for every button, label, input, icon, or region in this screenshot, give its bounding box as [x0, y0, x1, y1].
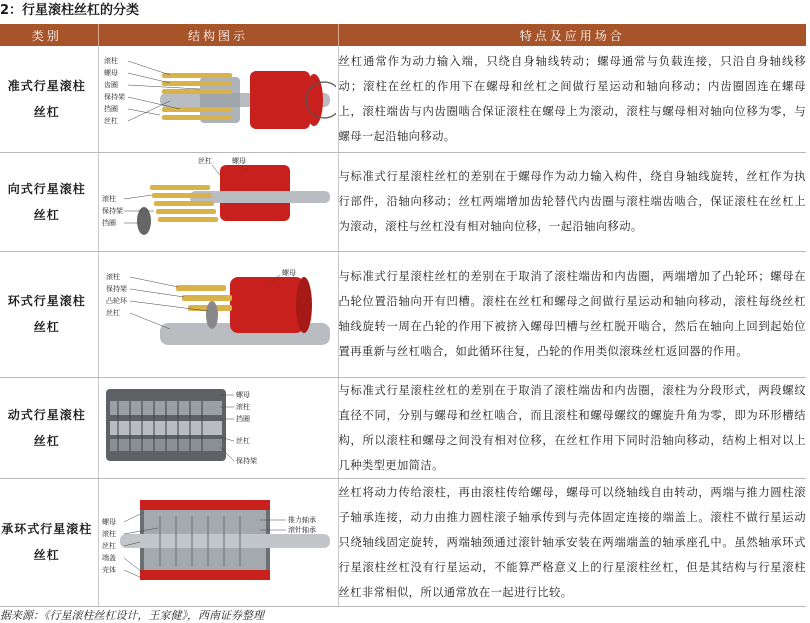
- svg-text:丝杠: 丝杠: [106, 309, 120, 317]
- svg-text:齿圈: 齿圈: [104, 80, 118, 89]
- category-cell: 准式行星滚柱 丝杠: [0, 46, 98, 152]
- structure-figure-cell: [98, 251, 338, 377]
- category-cell: 动式行星滚柱 丝杠: [0, 377, 98, 478]
- svg-text:凸轮环: 凸轮环: [106, 297, 127, 305]
- svg-text:丝杠: 丝杠: [198, 156, 212, 165]
- header-structure-figure: 结构图示: [98, 24, 338, 46]
- svg-text:螺母: 螺母: [236, 390, 250, 399]
- svg-text:螺母: 螺母: [232, 156, 246, 165]
- inverted-screw-figure: [100, 155, 336, 249]
- svg-text:丝杠: 丝杠: [236, 436, 250, 445]
- svg-text:螺母: 螺母: [104, 68, 118, 77]
- description-cell: 与标准式行星滚柱丝杠的差别在于螺母作为动力输入构件，绕自身轴线旋转，丝杠作为执行部件，沿轴向移动；丝杠两端增加齿轮替代内齿圈与滚柱端齿啮合，保证滚柱在丝杠上为滚动，滚柱与丝杠没有相对轴向位移，一起沿轴向移动。: [338, 152, 806, 251]
- svg-text:挡圈: 挡圈: [104, 104, 118, 113]
- table-row: [0, 152, 806, 251]
- svg-text:滚柱: 滚柱: [104, 56, 118, 65]
- section-title: 2：行星滚柱丝杠的分类: [0, 3, 140, 18]
- standard-screw-figure: [100, 49, 336, 149]
- recirculating-screw-figure: [100, 255, 336, 373]
- svg-text:端盖: 端盖: [102, 554, 116, 562]
- svg-text:挡圈: 挡圈: [102, 218, 116, 227]
- svg-text:螺母: 螺母: [102, 518, 116, 526]
- svg-text:保持架: 保持架: [104, 92, 125, 101]
- structure-figure-cell: [98, 46, 338, 152]
- description-cell: 丝杠将动力传给滚柱，再由滚柱传给螺母，螺母可以绕轴线自由转动，两端与推力圆柱滚子轴承连接，动力由推力圆柱滚子轴承传到与壳体固定连接的端盖上。滚柱不做行星运动只绕轴线固定旋转，两端轴颈通过滚针轴承安装在两端端盖的轴承座孔中。虽然轴承环式行星滚柱丝杠没有行星运动，不能算严格意义上的行星滚柱丝杠，但是其结构与行星滚柱丝杠非常相似，所以通常放在一起进行比较。: [338, 478, 806, 606]
- svg-text:滚柱: 滚柱: [102, 194, 116, 203]
- svg-text:滚柱: 滚柱: [236, 402, 250, 411]
- nut-image: [230, 277, 304, 333]
- rollers-image: [176, 285, 232, 311]
- svg-text:挡圈: 挡圈: [236, 414, 250, 423]
- svg-text:螺母: 螺母: [282, 269, 296, 277]
- svg-text:推力轴承: 推力轴承: [288, 516, 316, 524]
- nut-image: [250, 71, 310, 129]
- source-note: 据来源：《行星滚柱丝杠设计，王家健》，西南证券整理: [0, 609, 264, 622]
- structure-figure-cell: [98, 478, 338, 606]
- bearing-ring-screw-figure: [100, 482, 336, 602]
- table-row: [0, 251, 806, 377]
- structure-figure-cell: [98, 377, 338, 478]
- svg-text:滚柱: 滚柱: [102, 530, 116, 538]
- header-features: 特点及应用场合: [338, 24, 806, 46]
- rollers-image: [150, 185, 218, 222]
- svg-text:滚柱: 滚柱: [106, 273, 120, 281]
- svg-text:壳体: 壳体: [102, 566, 116, 574]
- table-row: [0, 377, 806, 478]
- differential-screw-figure: [100, 381, 336, 475]
- table-row: [0, 478, 806, 606]
- svg-text:保持架: 保持架: [102, 206, 123, 215]
- structure-figure-cell: [98, 152, 338, 251]
- svg-text:保持架: 保持架: [236, 456, 257, 465]
- header-category: 类别: [0, 24, 98, 46]
- screw-shaft-image: [120, 534, 330, 548]
- description-cell: 与标准式行星滚柱丝杠的差别在于取消了滚柱端齿和内齿圈，滚柱为分段形式，两段螺纹直径不同，分别与螺母和丝杠啮合，而且滚柱和螺母螺纹的螺旋升角为零，即为环形槽结构，所以滚柱和螺母之间没有相对位移，在丝杠作用下同时沿轴向移动，结构上相对以上几种类型更加简洁。: [338, 377, 806, 478]
- description-cell: 丝杠通常作为动力输入端，只绕自身轴线转动；螺母通常与负载连接，只沿自身轴线移动；滚柱在丝杠的作用下在螺母和丝杠之间做行星运动和轴向移动；内齿圈固连在螺母上，滚柱端齿与内齿圈啮合保证滚柱在螺母上为滚动，滚柱与螺母相对轴向位移为零，与螺母一起沿轴向移动。: [338, 46, 806, 152]
- table-header-row: [0, 24, 806, 46]
- svg-text:保持架: 保持架: [106, 285, 127, 293]
- category-cell: 向式行星滚柱 丝杠: [0, 152, 98, 251]
- description-cell: 与标准式行星滚柱丝杠的差别在于取消了滚柱端齿和内齿圈，两端增加了凸轮环；螺母在凸轮位置沿轴向开有凹槽。滚柱在丝杠和螺母之间做行星运动和轴向移动，滚柱每绕丝杠轴线旋转一周在凸轮的作用下被挤入螺母凹槽与丝杠脱开啮合，然后在轴向上回到起始位置再重新与丝杠啮合，如此循环往复，凸轮的作用类似滚珠丝杠返回器的作用。: [338, 251, 806, 377]
- svg-text:滚针轴承: 滚针轴承: [288, 526, 316, 534]
- category-cell: 承环式行星滚柱 丝杠: [0, 478, 98, 606]
- svg-text:丝杠: 丝杠: [104, 116, 118, 125]
- classification-table: [0, 24, 806, 607]
- table-row: [0, 46, 806, 152]
- svg-text:丝杠: 丝杠: [102, 542, 116, 550]
- category-cell: 环式行星滚柱 丝杠: [0, 251, 98, 377]
